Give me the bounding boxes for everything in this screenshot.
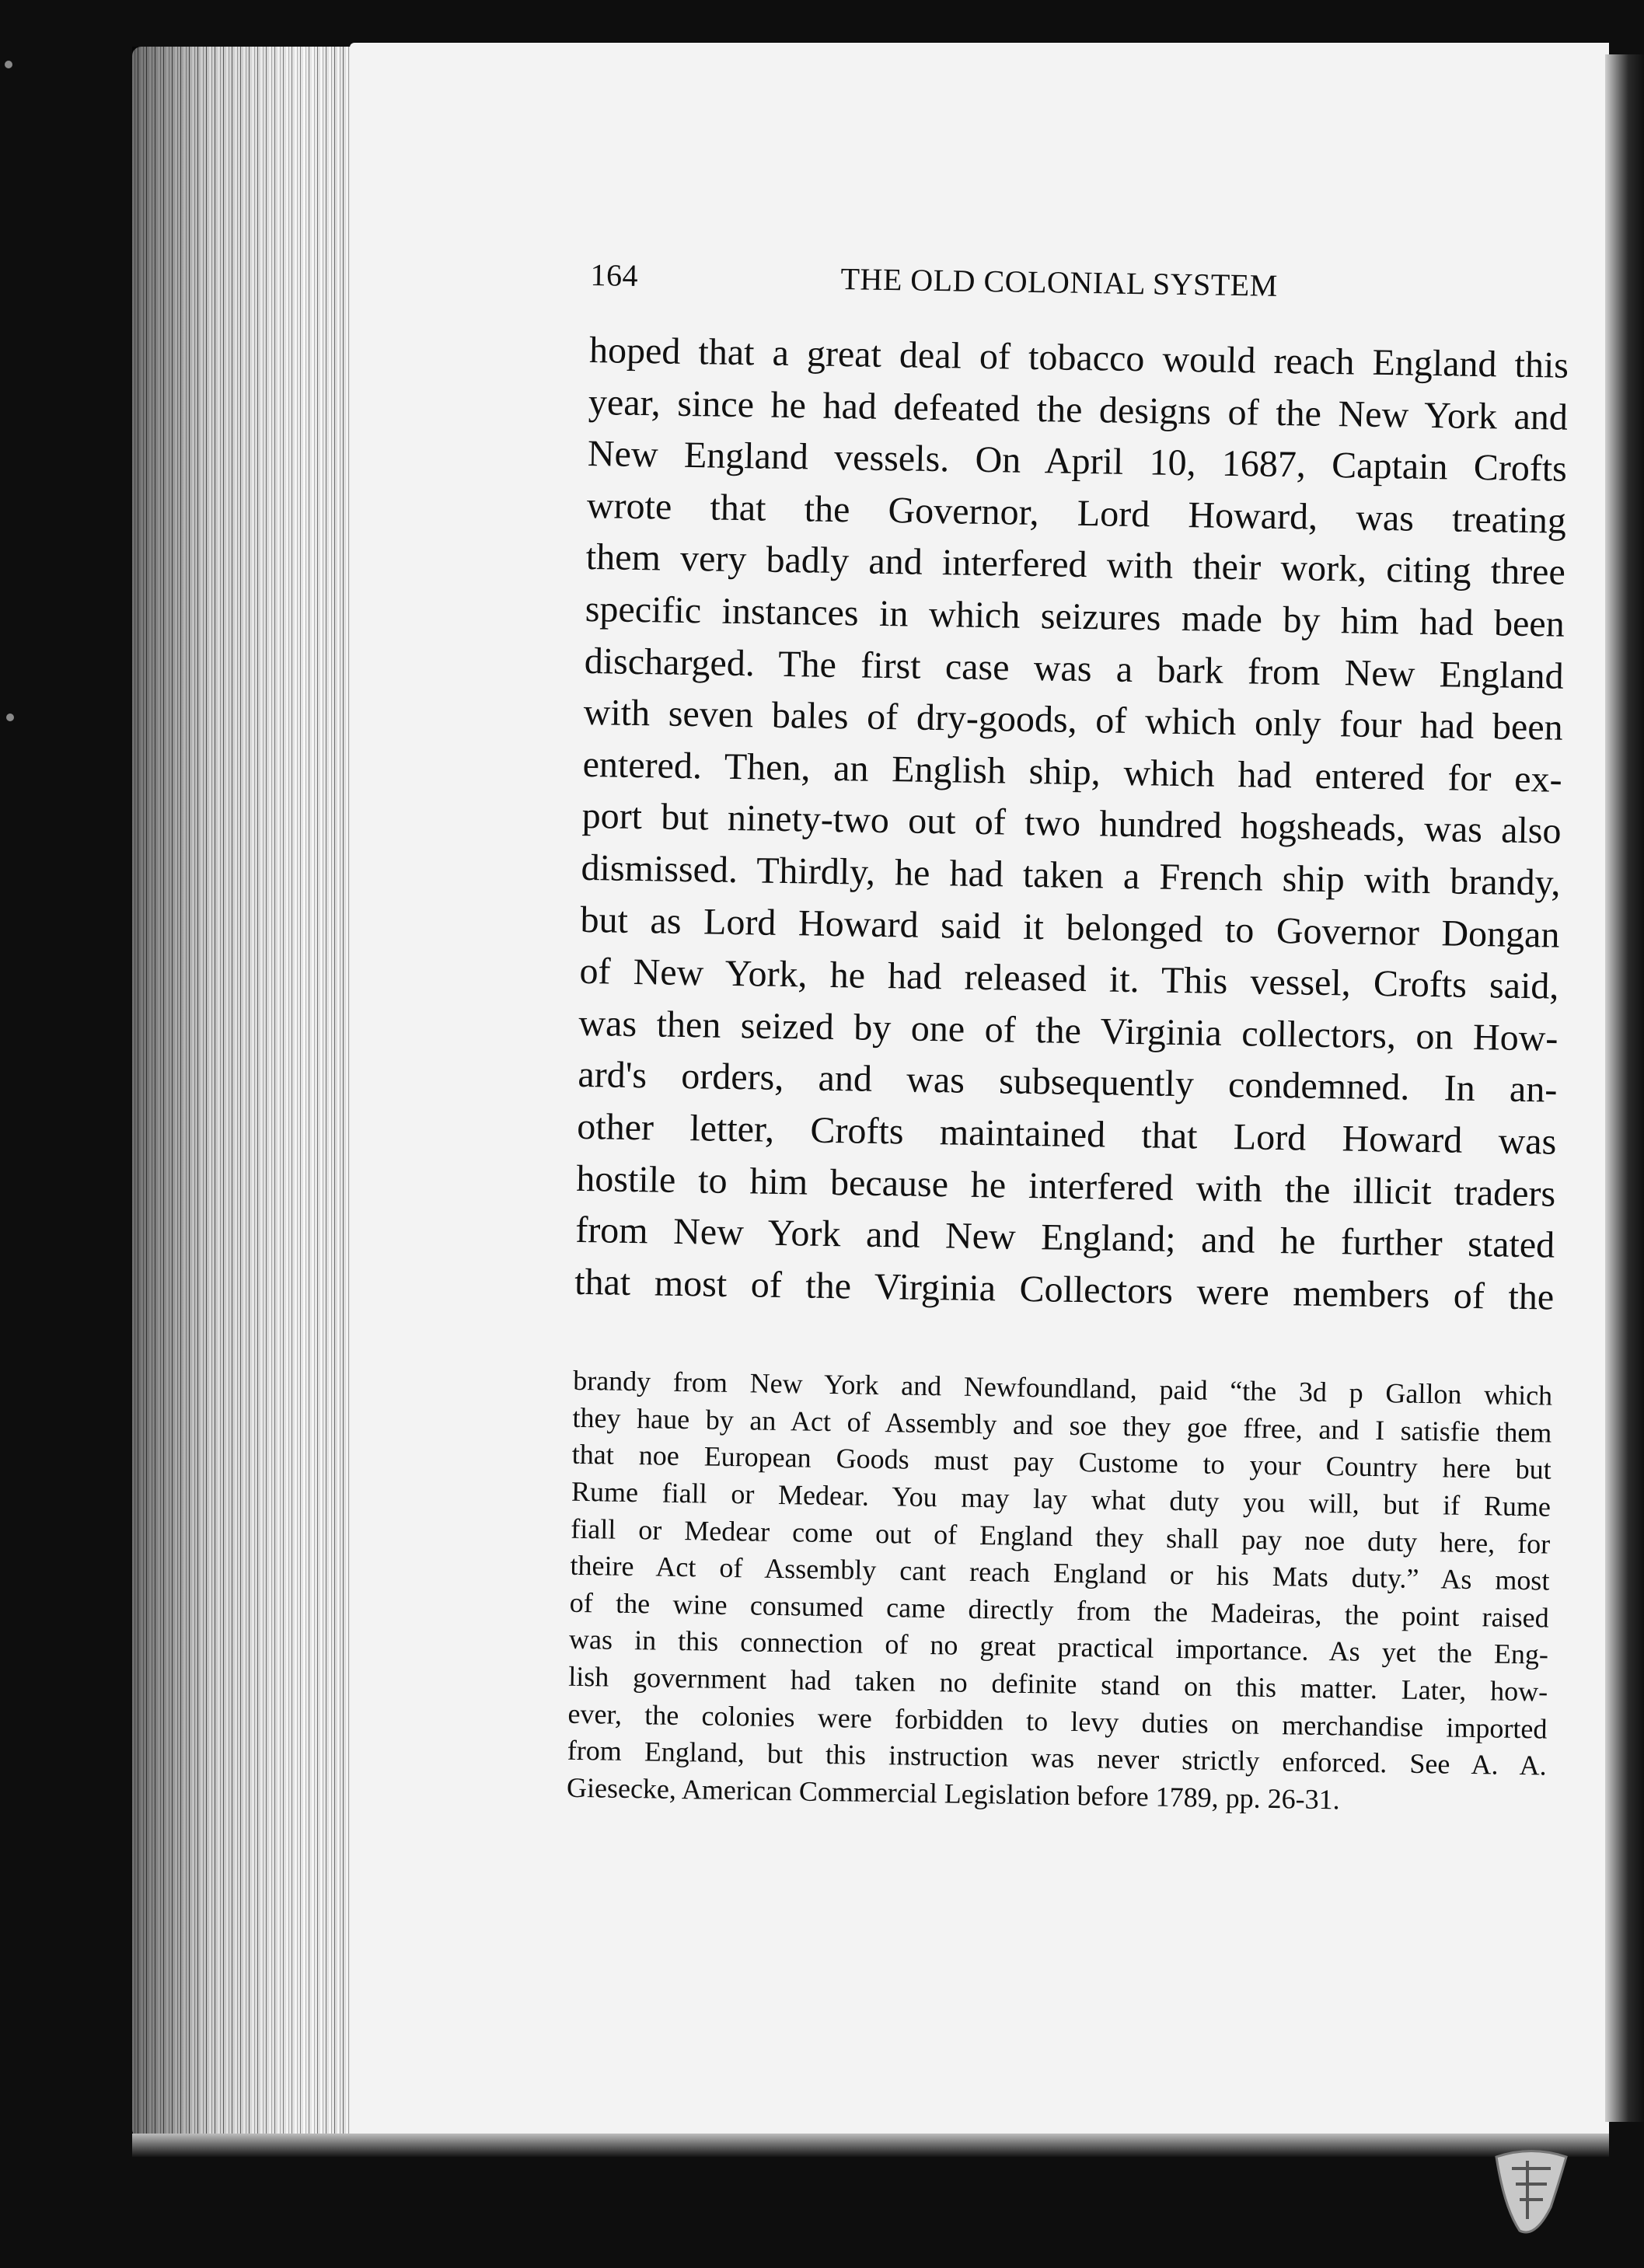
footnote-line: they haue by an Act of Assembly and soe they goe ffree, and I satisfie them — [572, 1401, 1552, 1449]
footnote-line: fiall or Medear come out of England they shall pay noe duty here, for — [570, 1513, 1551, 1560]
body-line: other letter, Crofts maintained that Lord Howard was — [577, 1105, 1557, 1163]
footnote-line: theire Act of Assembly cant reach England or his Mats duty.” As most — [570, 1550, 1550, 1596]
body-line: but as Lord Howard said it belonged to Governor Dongan — [580, 898, 1560, 956]
body-line: wrote that the Governor, Lord Howard, was treating — [586, 484, 1567, 542]
footnote-line: brandy from New York and Newfoundland, paid “the 3d p Gallon which — [572, 1365, 1553, 1411]
page-number: 164 — [590, 256, 639, 293]
footnote-line: Rume fiall or Medear. You may lay what duty you will, but if Rume — [571, 1475, 1552, 1523]
bottom-shadow — [132, 2134, 1609, 2157]
body-line: discharged. The first case was a bark from New England — [584, 640, 1565, 697]
footnote-line: Giesecke, American Commercial Legislation before 1789, pp. 26-31. — [566, 1771, 1340, 1816]
body-line: of New York, he had released it. This vessel, Crofts said, — [579, 951, 1559, 1007]
body-line: that most of the Virginia Collectors were members of the — [574, 1261, 1555, 1318]
footnote-line: ever, the colonies were forbidden to levy duties on merchandise imported — [567, 1698, 1548, 1745]
footnote-line: of the wine consumed came directly from the Madeiras, the point raised — [569, 1586, 1549, 1634]
body-line: hostile to him because he interfered with the illicit traders — [575, 1157, 1556, 1215]
body-line: hoped that a great deal of tobacco would reach England this — [588, 329, 1569, 386]
body-line: was then seized by one of the Virginia collectors, on How- — [578, 1002, 1558, 1059]
ornament-icon — [1489, 2145, 1574, 2238]
body-line: New England vessels. On April 10, 1687, Captain Crofts — [587, 433, 1568, 490]
body-line: specific instances in which seizures made by him had been — [585, 588, 1565, 645]
page-edges — [132, 47, 358, 2137]
body-line: year, since he had defeated the designs of the New York and — [588, 381, 1569, 438]
body-line: with seven bales of dry-goods, of which only four had been — [583, 692, 1564, 748]
body-line: them very badly and interfered with their work, citing three — [585, 536, 1566, 594]
dust-speck — [5, 61, 12, 68]
dust-speck — [6, 714, 14, 721]
footnote-line: from England, but this instruction was never strictly enforced. See A. A. — [567, 1734, 1547, 1781]
body-line: entered. Then, an English ship, which had entered for ex- — [582, 743, 1562, 801]
footnote-line: was in this connection of no great practical importance. As yet the Eng- — [568, 1624, 1549, 1671]
footnote — [567, 1363, 1553, 1822]
body-line: from New York and New England; and he further stated — [574, 1209, 1555, 1266]
body-line: dismissed. Thirdly, he had taken a French ship with brandy, — [581, 846, 1561, 904]
footnote-line: lish government had taken no definite stand on this matter. Later, how- — [567, 1660, 1548, 1708]
running-title: THE OLD COLONIAL SYSTEM — [840, 261, 1279, 303]
footnote-line: that noe European Goods must pay Custome to your Country here but — [571, 1439, 1552, 1486]
body-text — [574, 325, 1569, 1324]
body-line: ard's orders, and was subsequently condemned. In an- — [578, 1054, 1558, 1111]
text-block — [567, 256, 1570, 1822]
body-line: port but ninety-two out of two hundred hogsheads, was also — [581, 795, 1562, 853]
page-shadow — [1605, 54, 1644, 2122]
